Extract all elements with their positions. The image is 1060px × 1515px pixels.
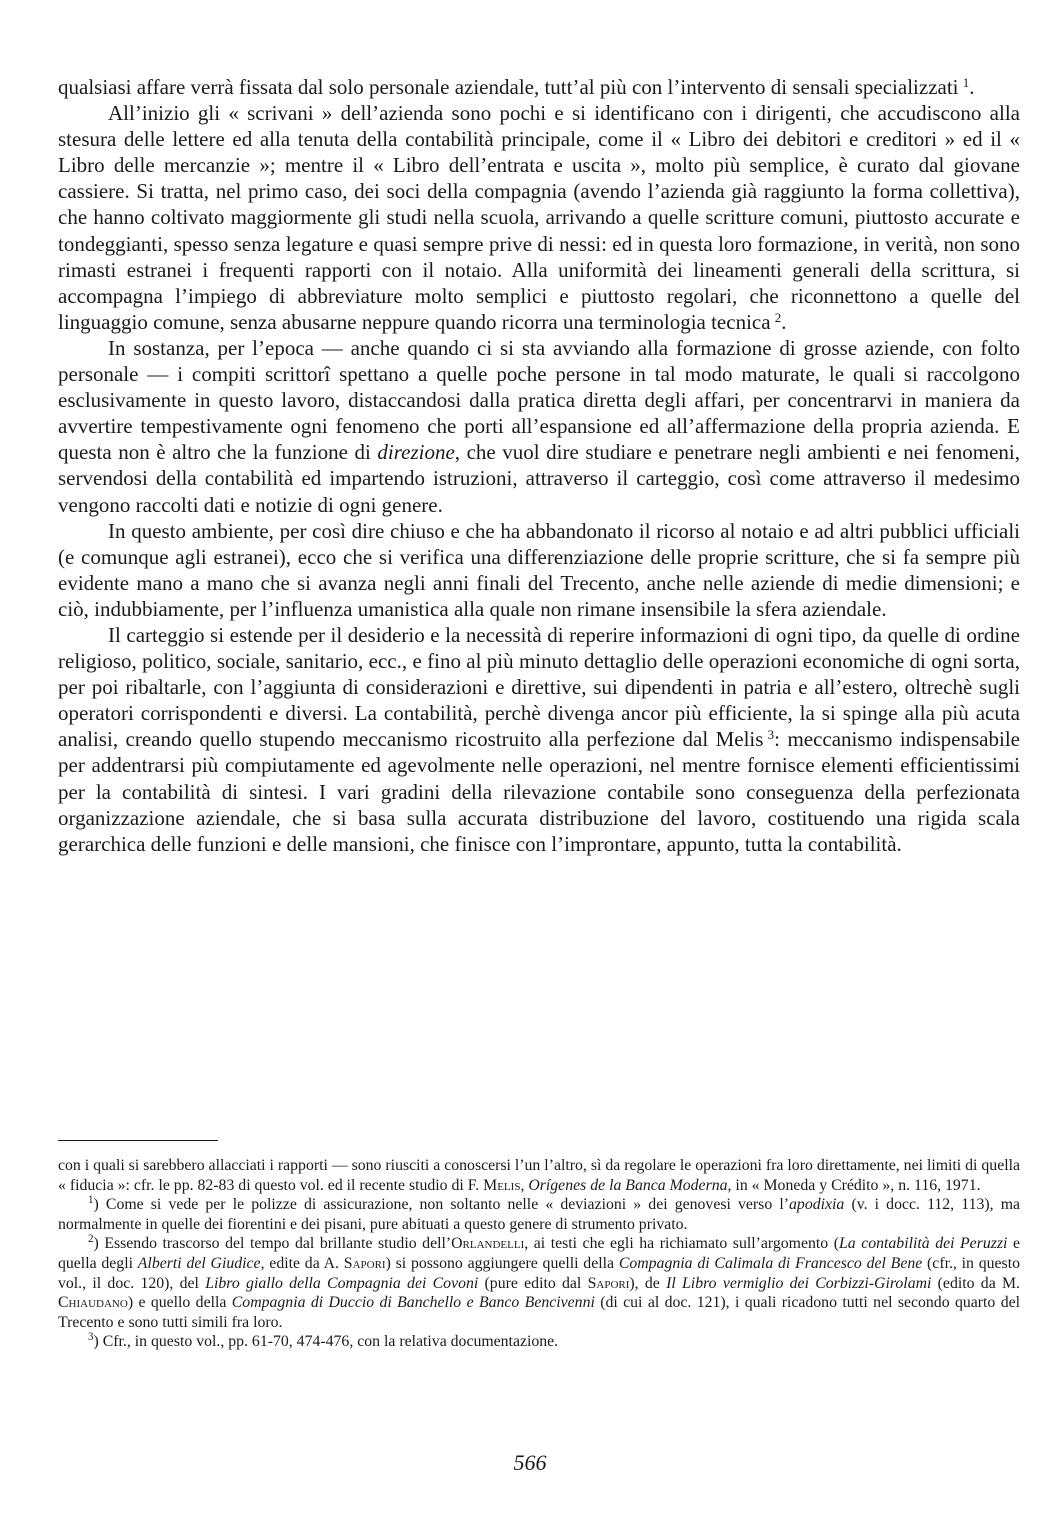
paragraph-4: In questo ambiente, per così dire chiuso e che ha abbandonato il ricorso al notaio e ad altri pubblici ufficiali (e comunque agli estranei), ecco che si verifica una differenziazione delle proprie scritture, che si fa sempre più evidente mano a mano che si avanza negli anni finali del Trecento, anche nelle aziende di medie dimensioni; e ciò, indubbiamente, per l’influenza umanistica alla quale non rimane insensibile la sfera aziendale. [58,518,1020,621]
footnote-2: $^2$) Essendo trascorso del tempo dal brillante studio dell’Orlandelli, ai testi che egli ha richiamato sull’argomento (La contabilità dei Peruzzi e quella degli Alberti del Giudice, edite da A. Sapori) si possono aggiungere quelli della Compagnia di Calimala di Francesco del Bene (cfr., in questo vol., il doc. 120), del Libro giallo della Compagnia dei Covoni (pure edito dal Sapori), de Il Libro vermiglio dei Corbizzi-Girolami (edito da M. Chiaudano) e quello della Compagnia di Duccio di Banchello e Banco Bencivenni (di cui al doc. 121), i quali ricadono tutti nel secondo quarto del Trecento e sono tutti simili fra loro. [58,1233,1021,1331]
footnote-mark-3: 3 [88,1331,94,1344]
paragraph-1: qualsiasi affare verrà fissata dal solo personale aziendale, tutt’al più con l’intervento di sensali specializzati $^1$. [58,74,975,99]
paragraph-2: All’inizio gli « scrivani » dell’azienda sono pochi e si identificano con i dirigenti, che accudiscono alla stesura delle lettere ed alla tenuta della contabilità principale, come il « Libro dei debitori e creditori » ed il « Libro delle mercanzie »; mentre il « Libro dell’entrata e uscita », molto più semplice, è curato dal giovane cassiere. Si tratta, nel primo caso, dei soci della compagnia (avendo l’azienda già raggiunto la forma collettiva), che hanno coltivato maggiormente gli studi nella scuola, arrivando a quelle scritture comuni, piuttosto accurate e tondeggianti, spesso senza legature e quasi sempre prive di nessi: ed in questa loro formazione, in verità, non sono rimasti estranei i frequenti rapporti con il notaio. Alla uniformità dei lineamenti generali della scrittura, si accompagna l’impiego di abbreviature molto semplici e piuttosto regolari, che riconnettono a quelle del linguaggio comune, senza abusarne neppure quando ricorra una terminologia tecnica $^2$. [58,101,1020,334]
paragraph-3: In sostanza, per l’epoca — anche quando ci si sta avviando alla formazione di grosse aziende, con folto personale — i compiti scrittorî spettano a quelle poche persone in tal modo maturate, le quali si raccolgono esclusivamente in questo lavoro, distaccandosi dalla pratica diretta degli affari, per concentrarvi in maniera da avvertire tempestivamente ogni fenomeno che porti all’espansione ed all’affermazione della propria azienda. E questa non è altro che la funzione di direzione, che vuol dire studiare e penetrare negli ambienti e nei fenomeni, servendosi della contabilità ed impartendo istruzioni, attraverso il carteggio, così come attraverso il medesimo vengono raccolti dati e notizie di ogni genere. [58,335,1020,517]
emphasis-direzione: direzione [377,440,455,465]
footnote-mark-2: 2 [88,1233,94,1246]
paragraph-5: Il carteggio si estende per il desiderio e la necessità di reperire informazioni di ogni tipo, da quelle di ordine religioso, politico, sociale, sanitario, ecc., e fino al più minuto dettaglio delle operazioni economiche di ogni sorta, per poi ribaltarle, con l’aggiunta di considerazioni e direttive, sui dipendenti in patria e all’estero, oltrechè sugli operatori corrispondenti e diversi. La contabilità, perchè divenga ancor più efficiente, la si spinge alla più acuta analisi, creando quello stupendo meccanismo ricostruito alla perfezione dal Melis $^3$: meccanismo indispensabile per addentrarsi più compiutamente ed agevolmente nelle operazioni, nel mentre fornisce elementi efficientissimi per la contabilità di sintesi. I vari gradini della rilevazione contabile sono conseguenza della perfezionata organizzazione aziendale, che si basa sulla accurata distribuzione del lavoro, costituendo una rigida scala gerarchica delle funzioni e delle mansioni, che finisce con l’improntare, appunto, tutta la contabilità. [58,622,1020,856]
page-number: 566 [513,1450,547,1475]
footnote-mark-1: 1 [88,1194,94,1207]
footnote-continued: con i quali si sarebbero allacciati i rapporti — sono riusciti a conoscersi l’un l’altro, sì da regolare le operazioni fra loro direttamente, nei limiti di quella « fiducia »: cfr. le pp. 82-83 di questo vol. ed il recente studio di F. Melis, Orígenes de la Banca Moderna, in « Moneda y Crédito », n. 116, 1971. [58,1157,1020,1194]
footnote-ref-3[interactable]: 3 [767,727,775,743]
footnote-ref-2[interactable]: 2 [774,309,782,325]
footnote-1: $^1$) Come si vede per le polizze di assicurazione, non soltanto nelle « deviazioni » dei genovesi verso l’apodixia (v. i docc. 112, 113), ma normalmente in quelle dei fiorentini e dei pisani, pure abituati a questo genere di strumento privato. [58,1194,1021,1233]
footnote-3: $^3$) Cfr., in questo vol., pp. 61-70, 474-476, con la relativa documentazione. [88,1331,559,1351]
footnotes [58,1156,1020,1352]
footnote-separator [58,1140,218,1141]
footnote-ref-1[interactable]: 1 [962,74,970,90]
main-text [58,74,1020,857]
